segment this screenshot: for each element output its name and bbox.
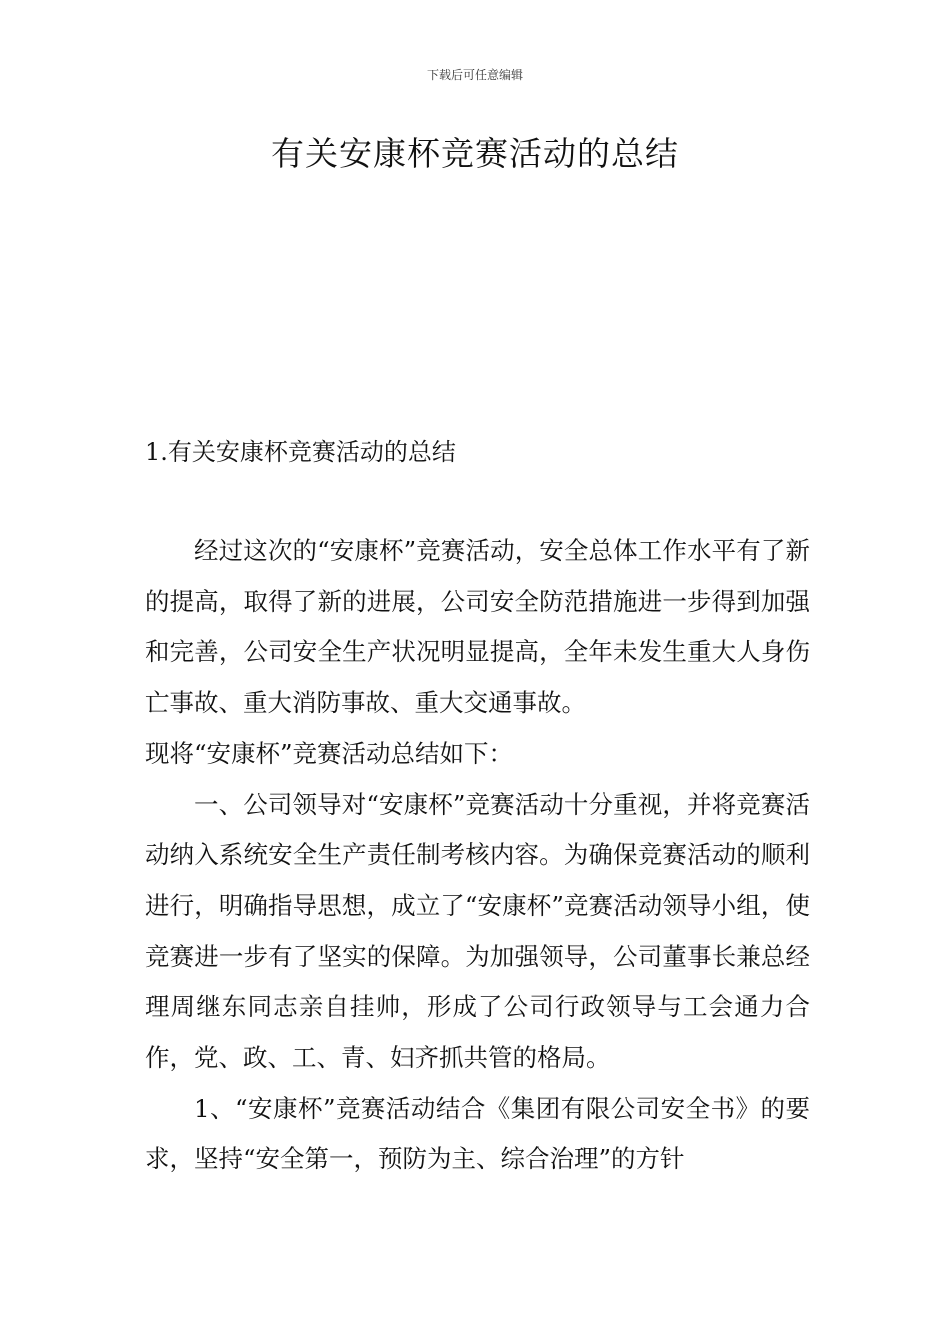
document-body [145, 526, 810, 1185]
document-title: 有关安康杯竞赛活动的总结 [271, 134, 679, 173]
paragraph-section-one: 一、公司领导对“安康杯”竞赛活动十分重视，并将竞赛活动纳入系统安全生产责任制考核内容。为确保竞赛活动的顺利进行，明确指导思想，成立了“安康杯”竞赛活动领导小组，使竞赛进一步有了坚实的保障。为加强领导，公司董事长兼总经理周继东同志亲自挂帅，形成了公司行政领导与工会通力合作，党、政、工、青、妇齐抓共管的格局。 [145, 789, 810, 1073]
header-note: 下载后可任意编辑 [426, 68, 523, 82]
paragraph-item-one: 1、“安康杯”竞赛活动结合《集团有限公司安全书》的要求，坚持“安全第一，预防为主、综合治理”的方针 [145, 1093, 810, 1174]
paragraph-summary-lead: 现将“安康杯”竞赛活动总结如下： [145, 738, 514, 768]
section-heading: 1.有关安康杯竞赛活动的总结 [145, 438, 456, 466]
paragraph-intro: 经过这次的“安康杯”竞赛活动，安全总体工作水平有了新的提高，取得了新的进展，公司安全防范措施进一步得到加强和完善，公司安全生产状况明显提高，全年未发生重大人身伤亡事故、重大消防事故、重大交通事故。 [145, 536, 810, 718]
